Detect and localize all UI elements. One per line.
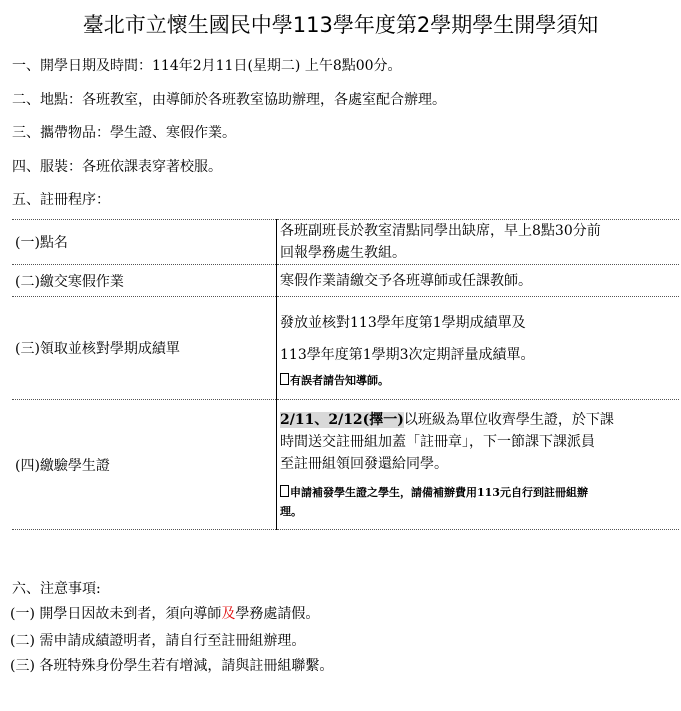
rollcall-line2: 回報學務處生教組。: [280, 245, 406, 261]
table-row: [12, 220, 679, 265]
red-text: 及: [221, 606, 236, 622]
table-row: [12, 265, 679, 297]
note-item-1: (一) 開學日因故未到者，須向導師及學務處請假。: [10, 606, 320, 622]
row-content-student-id: [277, 400, 680, 530]
row-content-rollcall: [277, 220, 680, 265]
note-item-3: (三) 各班特殊身份學生若有增減，請與註冊組聯繫。: [10, 658, 334, 674]
registration-table: [12, 219, 679, 530]
row-label-student-id: (四)繳驗學生證: [12, 400, 277, 530]
table-row: [12, 400, 679, 530]
item-date-time: 一、開學日期及時間：114年2月11日(星期二) 上午8點00分。: [12, 58, 402, 74]
row-content-homework: 寒假作業請繳交予各班導師或任課教師。: [277, 265, 680, 297]
student-id-line3: 至註冊組領回發還給同學。: [280, 455, 448, 472]
checkbox-glyph-icon: [280, 373, 289, 385]
note-item-2: (二) 需申請成績證明者，請自行至註冊組辦理。: [10, 633, 306, 649]
report-card-note: 有誤者請告知導師。: [280, 371, 676, 390]
student-id-line2: 時間送交註冊組加蓋「註冊章」，下一節課下課派員: [280, 433, 595, 450]
item-belongings: 三、攜帶物品：學生證、寒假作業。: [12, 125, 236, 141]
table-row: [12, 297, 679, 400]
row-label-homework: (二)繳交寒假作業: [12, 265, 277, 297]
item-registration-heading: 五、註冊程序：: [12, 192, 110, 208]
item-uniform: 四、服裝：各班依課表穿著校服。: [12, 159, 222, 175]
row-label-report-card: (三)領取並核對學期成績單: [12, 297, 277, 400]
student-id-dates: 2/11、2/12(擇一): [280, 411, 404, 428]
checkbox-glyph-icon: [280, 485, 289, 497]
report-card-line2: 113學年度第1學期3次定期評量成績單。: [280, 346, 535, 363]
rollcall-line1: 各班副班長於教室清點同學出缺席，早上8點30分前: [280, 223, 601, 239]
row-label-rollcall: (一)點名: [12, 220, 277, 265]
item-location: 二、地點：各班教室，由導師於各班教室協助辦理，各處室配合辦理。: [12, 92, 446, 108]
row-content-report-card: [277, 297, 680, 400]
page-title: 臺北市立懷生國民中學113學年度第2學期學生開學須知: [82, 13, 599, 37]
student-id-note: 申請補發學生證之學生，請備補辦費用113元自行到註冊組辦 理。: [280, 485, 588, 518]
notes-heading: 六、注意事項:: [12, 581, 101, 597]
report-card-line1: 發放並核對113學年度第1學期成績單及: [280, 314, 526, 331]
student-id-line1: 2/11、2/12(擇一)以班級為單位收齊學生證，於下課: [280, 411, 614, 428]
